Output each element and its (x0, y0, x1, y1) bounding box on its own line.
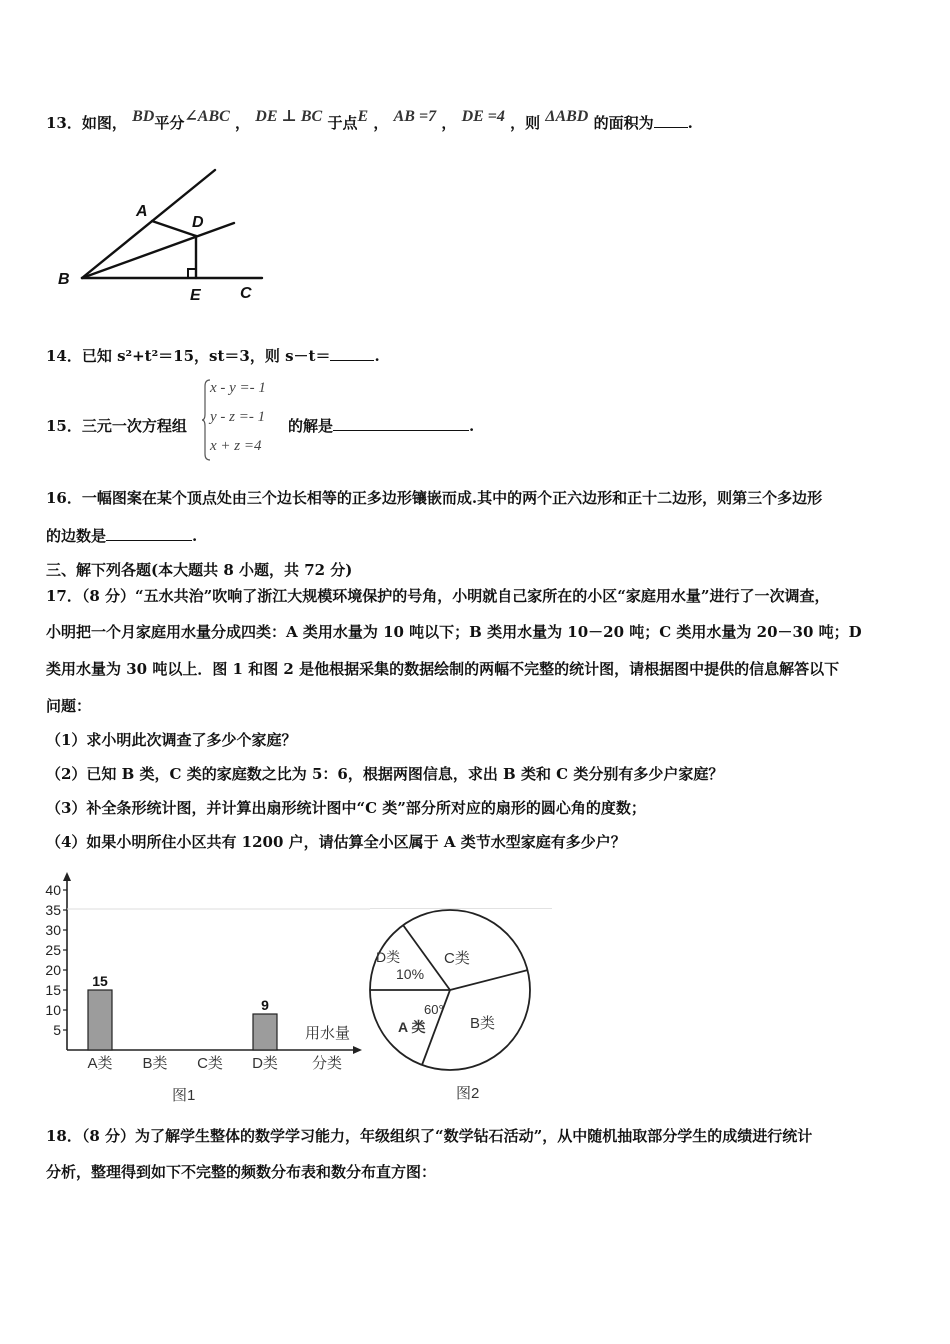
question-17-line-3: 类用水量为 30 吨以上．图 1 和图 2 是他根据采集的数据绘制的两幅不完整的统计图，请根据图中提供的信息解答以下 (46, 660, 840, 678)
category-label: B类 (142, 1055, 168, 1072)
q15-equation-3: x + z =4 (210, 438, 262, 454)
q13-comma-2: ， (373, 114, 389, 132)
q13-text-1: 如图， (81, 114, 127, 132)
question-18-line-1: 18．（8 分）为了解学生整体的数学学习能力，年级组织了“数学钻石活动”，从中随机抽取部分学生的成绩进行统计 (46, 1127, 813, 1145)
question-15 (46, 416, 187, 436)
q13-math-ab: AB =7 (393, 108, 437, 125)
label-b: B (58, 271, 70, 288)
q14-end: . (374, 347, 380, 365)
q13-math-angle: ∠ABC (184, 108, 230, 125)
category-label: D类 (252, 1055, 278, 1072)
slice-label-b: B类 (470, 1015, 496, 1032)
q15-end: . (469, 417, 475, 435)
question-17-line-1: 17．（8 分）“五水共治”吹响了浙江大规模环境保护的号角，小明就自己家所在的小区“家庭用水量”进行了一次调查， (46, 587, 830, 605)
q14-answer-blank[interactable] (330, 346, 374, 361)
q15-answer-blank[interactable] (333, 416, 469, 431)
y-tick-label: 30 (45, 922, 61, 938)
y-axis-title: 用水量 (305, 1025, 351, 1042)
y-tick-label: 40 (45, 882, 61, 898)
bar-data-label: 15 (92, 973, 108, 989)
question-17-line-4: 问题： (46, 697, 92, 715)
y-tick-label: 25 (45, 942, 61, 958)
question-17-line-2: 小明把一个月家庭用水量分成四类：A 类用水量为 10 吨以下；B 类用水量为 10－20 吨；C 类用水量为 20－30 吨；D (46, 623, 862, 641)
q13-geometry-figure (40, 160, 280, 310)
q14-number: 14． (46, 347, 82, 365)
slice-label-d: D类 (376, 949, 401, 965)
q13-text-3: 于点 (327, 114, 358, 132)
question-15-tail (288, 416, 474, 436)
q15-text-1: 三元一次方程组 (81, 417, 187, 435)
q15-equation-2: y - z =- 1 (210, 409, 266, 425)
q13-text-2: 平分 (154, 114, 185, 132)
y-axis-arrow-icon (63, 872, 71, 881)
q13-math-tri: ΔABD (545, 108, 589, 125)
label-c: C (240, 285, 252, 302)
question-16-line-1: 16．一幅图案在某个顶点处由三个边长相等的正多边形镶嵌而成.其中的两个正六边形和正十二边形，则第三个多边形 (46, 489, 823, 507)
slice-angle-a: 60° (424, 1002, 444, 1017)
q15-equation-system (202, 378, 292, 462)
y-tick-label: 15 (45, 982, 61, 998)
x-axis-title: 分类 (312, 1055, 343, 1072)
y-tick-label: 20 (45, 962, 61, 978)
q13-math-bd: BD (132, 108, 155, 125)
pie-chart-figure-2 (360, 900, 560, 1110)
q16-end: . (192, 527, 198, 545)
q16-text: 的边数是 (46, 527, 107, 545)
q15-number: 15． (46, 417, 82, 435)
q13-text-4: ，则 (510, 114, 541, 132)
y-tick-label: 35 (45, 902, 61, 918)
q13-math-de: DE =4 (461, 108, 505, 125)
slice-percent-d: 10% (396, 966, 425, 982)
q13-number: 13． (46, 114, 82, 132)
label-a: A (136, 203, 148, 220)
question-17-sub-1: （1）求小明此次调查了多少个家庭？ (46, 731, 297, 749)
q13-end: . (687, 114, 693, 132)
q15-equation-1: x - y =- 1 (210, 380, 266, 396)
q13-text-5: 的面积为 (593, 114, 654, 132)
q13-comma-1: ， (235, 114, 251, 132)
q15-text-2: 的解是 (288, 417, 334, 435)
segment-ad (152, 221, 196, 236)
bar (88, 990, 112, 1050)
ray-bd (82, 223, 234, 278)
question-17-sub-4: （4）如果小明所住小区共有 1200 户，请估算全小区属于 A 类节水型家庭有多少户？ (46, 833, 626, 851)
label-e: E (190, 287, 201, 304)
question-16-line-2 (46, 526, 197, 546)
figure-1-caption: 图1 (172, 1087, 196, 1104)
bar-chart-figure-1 (40, 872, 370, 1112)
category-label: C类 (197, 1055, 223, 1072)
q13-comma-3: ， (441, 114, 457, 132)
q13-math-e: E (357, 108, 369, 125)
q16-answer-blank[interactable] (106, 526, 192, 541)
slice-label-c: C类 (444, 950, 470, 967)
bar-data-label: 9 (261, 997, 269, 1013)
question-18-line-2: 分析，整理得到如下不完整的频数分布表和数分布直方图： (46, 1163, 437, 1181)
figure-2-caption: 图2 (456, 1085, 480, 1102)
q14-text: 已知 s²+t²＝15，st＝3，则 s－t＝ (81, 347, 331, 365)
q13-answer-blank[interactable] (654, 113, 688, 128)
y-tick-label: 10 (45, 1002, 61, 1018)
y-tick-label: 5 (53, 1022, 61, 1038)
question-17-sub-3: （3）补全条形统计图，并计算出扇形统计图中“C 类”部分所对应的扇形的圆心角的度数； (46, 799, 646, 817)
question-14 (46, 346, 380, 366)
label-d: D (192, 214, 204, 231)
question-17-sub-2: （2）已知 B 类，C 类的家庭数之比为 5：6，根据两图信息，求出 B 类和 C 类分别有多少户家庭？ (46, 765, 724, 783)
question-13 (46, 108, 693, 134)
bar (253, 1014, 277, 1050)
slice-label-a: A 类 (398, 1019, 426, 1035)
section-3-heading: 三、解下列各题(本大题共 8 小题，共 72 分) (46, 561, 353, 579)
q13-math-perp: DE ⊥ BC (255, 108, 323, 125)
category-label: A类 (87, 1055, 113, 1072)
